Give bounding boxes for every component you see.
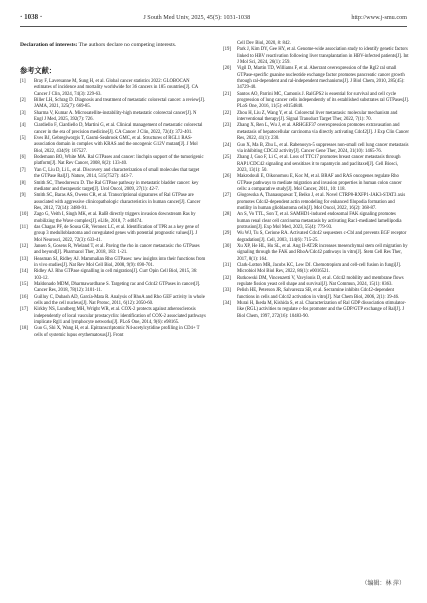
reference-number: [24] [223,142,231,148]
reference-entry [20,307,206,326]
reference-text: Biller LH, Schrag D. Diagnosis and treatment of metastatic colorectal cancer: a review[J]. JAMA, 2021, 325(7): 669-85. [34,98,206,110]
reference-entry [20,193,206,212]
reference-number: [30] [223,244,231,249]
reference-number: [12] [20,243,28,249]
reference-text: Wu WJ, Tu S, Cerione RA. Activated Cdc42 sequesters c-Cbl and prevents EGF receptor degradation[J]. Cell, 2003, 114(6): 715-25. [237,231,407,243]
reference-text: Eves BJ, Gebregiworgis T, Gasmi-Seabrook GMC, et al. Structures of RGL1 RAS-association domain in complex with KRAS and the oncogenic G12V mutant[J]. J Mol Biol, 2022, 434(9): 167527. [34,136,198,154]
reference-text: Vigil D, Martin TD, Williams F, et al. Aberrant overexpression of the Rgl2 ral small GTPase-specific guanine nucleotide exchange factor promotes pancreatic cancer growth through ral-dependent and ral-independent mechanisms[J]. J Biol Chem, 2010, 285(45): 34729-40. [237,66,405,91]
reference-entry [223,212,409,231]
reference-text: Ridley AJ. Rho GTPase signalling in cell migration[J]. Curr Opin Cell Biol, 2015, 36: 103-12. [34,269,198,281]
reference-text: Smith SC, Theodorescu D. The Ral GTPase pathway in metastatic bladder cancer: key mediator and therapeutic target[J]. Urol Oncol, 2009, 27(1): 42-7. [34,180,199,192]
reference-number: [16] [20,294,28,300]
reference-entry [20,98,206,111]
reference-entry [20,225,206,244]
reference-text: Zhou H, Liu Z, Wang Y, et al. Colorectal liver metastasis: molecular mechanism and interventional therapy[J]. Signal Transduct Target Ther, 2022, 7(1): 70. [237,110,398,123]
reference-number: [14] [20,269,28,275]
reference-entry [20,244,206,257]
reference-text: Bodemann BO, White MA. Ral GTPases and cancer: linchpin support of the tumorigenic platform[J]. Nat Rev Cancer, 2008, 8(2): 133-40. [34,155,204,167]
reference-number: [6] [20,155,26,161]
references-left-column [20,79,206,339]
reference-text: Guilluy C, Dubash AD, García-Mata R. Analysis of RhoA and Rho GEF activity in whole cells and the cell nucleus[J]. Nat Protoc, 2011, 6(12): 2050-60. [34,294,205,307]
reference-number: [2] [20,98,26,104]
reference-entry [20,111,206,124]
reference-text: Ciardiello F, Ciardiello D, Martini G, et al. Clinical management of metastatic colorectal cancer in the era of precision medicine[J]. CA Cancer J Clin, 2022, 72(4): 372-401. [34,123,203,135]
journal-url[interactable]: http://www.j-smu.com [351,13,407,21]
reference-number: [10] [20,212,28,218]
reference-entry [223,276,409,289]
reference-text: Heasman SJ, Ridley AJ. Mammalian Rho GTPases: new insights into their functions from in vivo studies[J]. Nat Rev Mol Cell Biol, 2008, 9(9): 690-701. [34,256,206,268]
reference-entry [223,193,409,212]
reference-number: [33] [223,288,231,294]
reference-text: Guo X, Ma B, Zhu L, et al. Rabenosyn-5 suppresses non-small cell lung cancer metastasis via inhibiting CDC42 activity[J]. Cancer Gene Ther, 2024, 31(10): 1465-76. [237,142,409,154]
reference-number: [22] [223,110,231,116]
reference-text: Kirkby NS, Lundberg MH, Wright WR, et al. COX-2 protects against atherosclerosis independently of local vascular prostacyclin: identification of COX-2 associated pathways implicate Rgl1 and lymphocyte networks[J]. PLoS One, 2014, 9(6): e98165. [34,307,206,326]
reference-number: [11] [20,224,28,230]
reference-entry [223,244,409,263]
reference-text: Pelish HE, Peterson JR, Salvarezza SB, et al. Secramine inhibits Cdc42-dependent functions in cells and Cdc42 activation in vitro[J]. Nat Chem Biol, 2006, 2(1): 39-46. [237,288,400,300]
reference-entry [20,269,206,282]
reference-entry [223,123,409,142]
reference-text: das Chagas PF, de Sousa GR, Veronez LC, et al. Identification of TPR as a key gene of group 3 medulloblastoma and coregulated genes with potential prognostic values[J]. J Mol Neurosci, 2022, 72(3): 633-41. [34,224,200,243]
reference-entry [223,174,409,193]
page-number: · 1038 · [20,13,43,21]
reference-entry [20,181,206,194]
reference-text: Park J, Kim DY, Gee HY, et al. Genome-wide association study to identify genetic factors linked to HBV reactivation following liver transplantation in HBV-infected patients[J]. Int J Mol Sci, 2024, 26(1): 259. [237,47,409,66]
reference-entry [20,326,206,339]
page-header [20,10,407,24]
editor-note: （编辑：林 萍） [361,581,405,587]
reference-entry [20,123,206,136]
reference-number: [28] [223,212,231,218]
reference-number: [34] [223,301,231,307]
reference-text: Zhang J, Guo F, Li C, et al. Loss of TTC17 promotes breast cancer metastasis through RAP1/CDC42 signaling and sensitizes it to rapamycin and paclitaxel[J]. Cell Biosci, 2023, 13(1): 50. [237,155,401,173]
reference-number: [18] [20,326,28,332]
reference-text: Zhang X, Ren L, Wu J, et al. ARHGEF37 overexpression promotes extravasation and metastasis of hepatocellular carcinoma via directly activating Cdc42[J]. J Exp Clin Cancer Res, 2022, 41(1): 230. [237,123,409,142]
reference-text: Cell Dev Biol, 2020, 8: 842. [237,41,291,46]
reference-text: Yan C, Liu D, Li L, et al. Discovery and characterization of small molecules that target the GTPase Ral[J]. Nature, 2014, 515(7527): 443-7. [34,167,200,180]
reference-text: An S, Vo TTL, Son T, et al. SAMHD1-induced endosomal FAK signaling promotes human renal clear cell carcinoma metastasis by activating Rac1-mediated lamellipodia protrusion[J]. Exp Mol Med, 2023, 55(4): 779-93. [237,212,402,230]
reference-number: [25] [223,155,231,161]
reference-number: [26] [223,174,231,180]
reference-number: [21] [223,91,231,97]
reference-text: Smith SC, Baras AS, Owens CR, et al. Transcriptional signatures of Ral GTPase are associated with aggressive clinicopathologic characteristics in human cancer[J]. Cancer Res, 2012, 72(14): 3480-91. [34,193,201,211]
reference-number: [13] [20,256,28,262]
reference-text: Maldonado MDM, Dharmawardhane S. Targeting rac and Cdc42 GTPases in cancer[J]. Cancer Res, 2018, 78(12): 3101-11. [34,282,201,294]
reference-entry [20,212,206,225]
reference-text: Bray F, Laversanne M, Sung H, et al. Global cancer statistics 2022: GLOBOCAN estimates of incidence and mortality worldwide for 36 cancers in 185 countries[J]. CA Cancer J Clin, 2024, 74(3): 229-63. [34,79,198,97]
reference-number: [3] [20,110,26,116]
declaration-label: Declaration of interests: [20,42,78,48]
reference-number: [7] [20,167,26,173]
reference-entry [20,79,206,98]
header-rule [20,26,407,27]
reference-text: Murai H, Ikeda M, Kishida S, et al. Characterization of Ral GDP dissociation stimulator-like (RGL) activities to regulate c-fos promoter and the GDP/GTP exchange of Ral[J]. J Biol Chem, 1997, 272(16): 10483-90. [237,301,406,319]
reference-entry [20,155,206,168]
reference-entry [223,66,409,91]
journal-citation: J South Med Univ, 2025, 45(5): 1031-1038 [143,13,251,21]
reference-number: [20] [223,66,231,72]
reference-text: Rutkowski DM, Vincenzetti V, Vavylonis D, et al. Cdc42 mobility and membrane flows regulate fission yeast cell shape and survival[J]. Nat Commun, 2024, 15(1): 8363. [237,275,404,288]
reference-number: [17] [20,307,28,313]
reference-number: [31] [223,263,231,269]
reference-number: [27] [223,193,231,199]
reference-entry [20,282,206,295]
reference-entry [223,143,409,156]
reference-entry [223,301,409,320]
declaration-of-interests [20,42,210,50]
reference-entry [223,92,409,111]
reference-entry [223,155,409,174]
reference-entry [223,231,409,244]
reference-entry [223,263,409,276]
reference-number: [15] [20,282,28,287]
reference-entry [20,136,206,155]
reference-number: [29] [223,231,231,237]
reference-number: [1] [20,79,26,84]
reference-text: Makrodouli E, Oikonomou E, Koc M, et al. BRAF and RAS oncogenes regulate Rho GTPase pathways to mediate migration and invasion properties in human colon cancer cells: a comparative study[J]. Mol Cancer, 2011, 10: 118. [237,174,402,192]
reference-number: [32] [223,275,231,281]
reference-text: Zago G, Veith I, Singh MK, et al. RalB directly triggers invasion downstream Ras by mobilizing the Wave complex[J]. eLife, 2018, 7: e40474. [34,212,196,224]
reference-text: Guo G, Shi X, Wang H, et al. Epitranscriptomic N4-acetylcytidine profiling in CD4+ T cells of systemic lupus erythematosus[J]. Front [34,326,200,338]
reference-number: [23] [223,123,231,129]
reference-text: Jansen S, Gosens R, Wieland T, et al. Paving the rho in cancer metastasis: rho GTPases and beyond[J]. Pharmacol Ther, 2018, 183: 1-21. [34,243,200,256]
reference-number: [5] [20,136,26,142]
reference-text: Głogowska A, Thanasupawat T, Beiko J, et al. Novel CTRP8-RXFP1-JAK3-STAT3 axis promotes Cdc42-dependent actin remodeling for enhanced filopodia formation and motility in human glioblastoma cells[J]. Mol Oncol, 2022, 16(2): 368-87. [237,193,406,211]
reference-entry [20,257,206,270]
references-heading: 参考文献： [20,66,56,75]
reference-entry [20,295,206,308]
reference-entry [223,288,409,301]
declaration-text: The authors declare no competing interests. [77,42,177,48]
reference-number: [19] [223,47,231,53]
reference-entry [223,47,409,66]
reference-number: [9] [20,193,26,199]
reference-text: Santos AO, Parrini MC, Camonis J. RalGPS2 is essential for survival and cell cycle progression of lung cancer cells independently of its established substrates ral GTPases[J]. PLoS One, 2016, 11(5): e0154840. [237,91,410,110]
reference-number: [8] [20,180,26,186]
references-right-column [223,41,409,320]
reference-text: Clark-Lotton MR, Jacobs KC, Lew DJ. Chemotropism and cell-cell fusion in fungi[J]. Microbiol Mol Biol Rev, 2022, 86(1): e0016521. [237,263,401,275]
reference-text: Sharma V, Kumar A. Microsatellite-instability-high metastatic colorectal cancer[J]. N Engl J Med, 2025, 392(7): 726. [34,110,197,123]
reference-text: Xu XP, He HL, Hu SL, et al. Ang II-AT2R increases mesenchymal stem cell migration by signaling through the FAK and RhoA/Cdc42 pathways in vitro[J]. Stem Cell Res Ther, 2017, 8(1): 164. [237,244,408,262]
reference-number: [4] [20,123,26,129]
reference-entry [223,111,409,124]
reference-entry [20,168,206,181]
